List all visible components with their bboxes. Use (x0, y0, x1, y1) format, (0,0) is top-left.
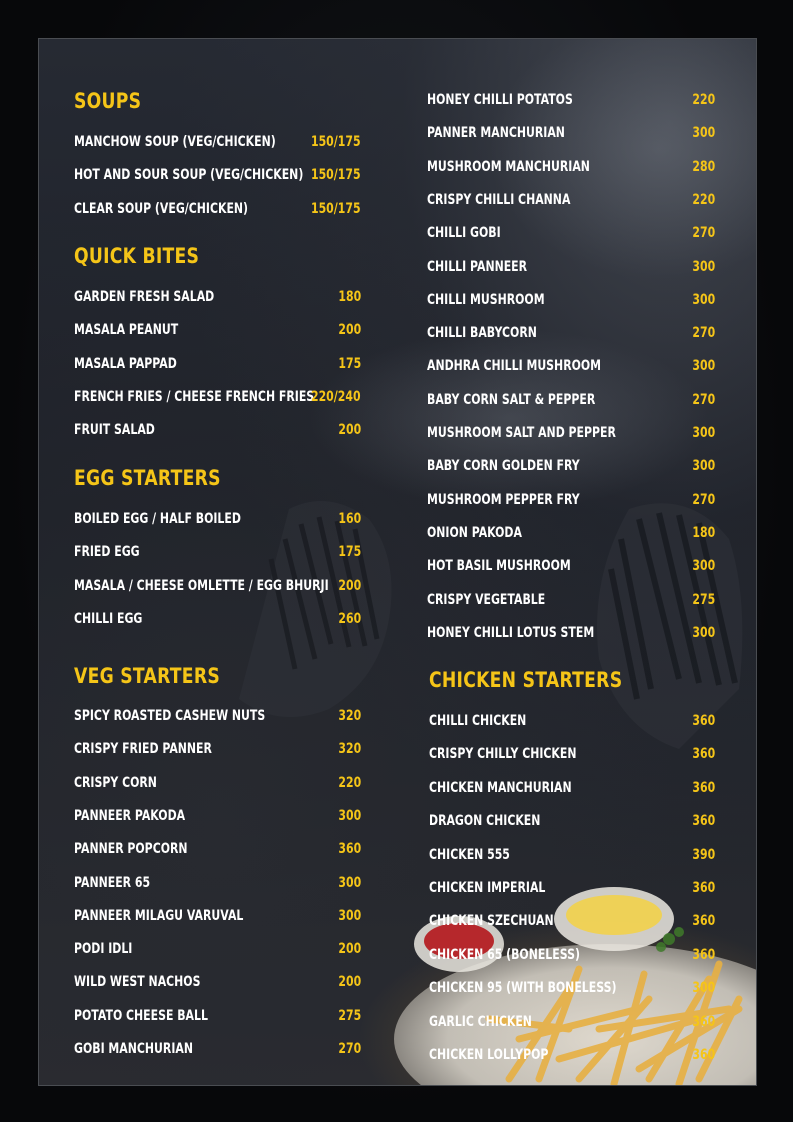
menu-item-price: 300 (692, 624, 715, 641)
menu-item-price: 320 (338, 708, 361, 724)
menu-item-price: 220 (692, 92, 715, 108)
menu-item (74, 706, 361, 726)
menu-item-name: DRAGON CHICKEN (429, 813, 541, 830)
menu-item-name: ONION PAKODA (427, 524, 522, 541)
menu-item-name: MUSHROOM SALT AND PEPPER (427, 425, 616, 441)
menu-item (429, 1012, 715, 1032)
menu-item-price: 200 (338, 577, 361, 594)
menu-item-name: CRISPY CORN (74, 774, 157, 791)
menu-item-name: CHICKEN 555 (429, 846, 510, 863)
menu-item (74, 972, 361, 992)
menu-item-name: POTATO CHEESE BALL (74, 1007, 208, 1024)
menu-item-price: 200 (338, 322, 361, 339)
menu-item-name: CHILLI EGG (74, 610, 143, 627)
menu-item (74, 1006, 361, 1026)
section-heading-soups: SOUPS (74, 89, 142, 113)
menu-item-price: 180 (692, 524, 715, 541)
menu-item-price: 150/175 (311, 134, 361, 150)
menu-item-price: 270 (692, 225, 715, 242)
menu-item-price: 360 (692, 779, 715, 796)
menu-item-price: 320 (338, 741, 361, 758)
menu-item-name: SPICY ROASTED CASHEW NUTS (74, 708, 266, 724)
menu-item (427, 356, 715, 376)
menu-item-price: 175 (338, 355, 361, 372)
menu-item-price: 275 (338, 1007, 361, 1024)
menu-item (427, 190, 715, 210)
menu-item-name: MANCHOW SOUP (VEG/CHICKEN) (74, 134, 276, 150)
menu-item-name: WILD WEST NACHOS (74, 974, 201, 991)
menu-item-name: CHICKEN 65 (BONELESS) (429, 946, 580, 963)
menu-item-price: 300 (692, 558, 715, 575)
menu-item (427, 623, 715, 643)
menu-item-name: ANDHRA CHILLI MUSHROOM (427, 358, 602, 375)
menu-item-price: 300 (692, 258, 715, 275)
menu-item-name: FRENCH FRIES / CHEESE FRENCH FRIES (74, 388, 315, 405)
menu-item-name: PANNEER PAKODA (74, 807, 186, 824)
menu-item-price: 360 (692, 946, 715, 963)
menu-item-name: CHILLI MUSHROOM (427, 291, 545, 308)
menu-item-name: CHICKEN LOLLYPOP (429, 1047, 549, 1063)
menu-item-name: MASALA PAPPAD (74, 355, 177, 372)
menu-item-name: CRISPY CHILLY CHICKEN (429, 746, 577, 763)
menu-item-price: 360 (692, 746, 715, 763)
section-heading-veg-starters: VEG STARTERS (74, 664, 220, 688)
menu-panel (38, 38, 757, 1086)
menu-item-price: 220/240 (311, 388, 361, 405)
menu-item-price: 300 (692, 358, 715, 375)
menu-item-price: 300 (338, 807, 361, 824)
menu-item-name: MUSHROOM PEPPER FRY (427, 491, 580, 508)
menu-item-name: HOT BASIL MUSHROOM (427, 558, 571, 575)
menu-item (74, 806, 361, 826)
menu-item-name: GARLIC CHICKEN (429, 1013, 532, 1030)
menu-item (429, 978, 715, 998)
menu-item-price: 270 (692, 325, 715, 342)
menu-item (427, 157, 715, 177)
menu-item-name: CRISPY FRIED PANNER (74, 741, 212, 758)
menu-item (427, 390, 715, 410)
menu-item-price: 280 (692, 158, 715, 175)
menu-item-name: MASALA / CHEESE OMLETTE / EGG BHURJI (74, 577, 329, 594)
menu-item-name: CHILLI GOBI (427, 225, 501, 242)
menu-item (74, 739, 361, 759)
menu-item (74, 939, 361, 959)
menu-item-price: 270 (692, 491, 715, 508)
menu-item-name: BABY CORN SALT & PEPPER (427, 391, 596, 408)
menu-item (427, 490, 715, 510)
menu-item (74, 509, 361, 529)
menu-item (429, 878, 715, 898)
menu-item-price: 390 (692, 846, 715, 863)
menu-item (429, 845, 715, 865)
menu-item-price: 300 (692, 425, 715, 441)
menu-item (74, 609, 361, 629)
menu-item-price: 360 (692, 1047, 715, 1063)
menu-item (74, 320, 361, 340)
menu-item-price: 200 (338, 974, 361, 991)
menu-item-price: 175 (338, 544, 361, 561)
menu-item-price: 360 (692, 813, 715, 830)
menu-item (74, 839, 361, 859)
menu-item-name: PODI IDLI (74, 941, 133, 958)
menu-item-price: 300 (692, 291, 715, 308)
menu-item (427, 290, 715, 310)
menu-item (427, 223, 715, 243)
menu-item-price: 300 (692, 980, 715, 997)
menu-item-name: FRUIT SALAD (74, 422, 155, 439)
menu-item-price: 180 (338, 289, 361, 305)
menu-item (427, 90, 715, 110)
menu-item-name: MUSHROOM MANCHURIAN (427, 158, 590, 175)
menu-item-price: 200 (338, 941, 361, 958)
menu-item-price: 300 (692, 125, 715, 142)
menu-item (74, 387, 361, 407)
menu-item (74, 199, 361, 219)
menu-item (427, 123, 715, 143)
menu-item (74, 576, 361, 596)
menu-item-price: 160 (338, 511, 361, 527)
menu-item-name: PANNEER 65 (74, 874, 151, 891)
menu-item-price: 200 (338, 422, 361, 439)
menu-item-name: PANNER MANCHURIAN (427, 125, 565, 142)
menu-item-name: CLEAR SOUP (VEG/CHICKEN) (74, 200, 249, 217)
menu-item-price: 150/175 (311, 200, 361, 217)
menu-item-name: CRISPY CHILLI CHANNA (427, 191, 571, 208)
menu-item-name: HONEY CHILLI LOTUS STEM (427, 624, 595, 641)
menu-item (74, 906, 361, 926)
menu-item (427, 456, 715, 476)
menu-item (429, 744, 715, 764)
menu-item-name: CHICKEN IMPERIAL (429, 880, 546, 896)
menu-item (429, 945, 715, 965)
menu-item-price: 150/175 (311, 167, 361, 184)
menu-item-price: 360 (692, 880, 715, 896)
menu-item (429, 1045, 715, 1065)
menu-item (74, 132, 361, 152)
menu-item-price: 300 (692, 458, 715, 475)
menu-item-name: BABY CORN GOLDEN FRY (427, 458, 580, 475)
menu-item-name: PANNER POPCORN (74, 841, 188, 858)
menu-item-name: CHICKEN 95 (WITH BONELESS) (429, 980, 617, 997)
menu-item (427, 523, 715, 543)
menu-item-price: 260 (338, 610, 361, 627)
menu-item (74, 542, 361, 562)
menu-item (427, 590, 715, 610)
menu-item-name: PANNEER MILAGU VARUVAL (74, 907, 244, 924)
menu-item-price: 220 (338, 774, 361, 791)
menu-item (74, 287, 361, 307)
menu-item-name: FRIED EGG (74, 544, 140, 561)
menu-item (429, 911, 715, 931)
menu-item (429, 811, 715, 831)
menu-item-name: CHILLI PANNEER (427, 258, 528, 275)
menu-item (74, 165, 361, 185)
menu-item (74, 1039, 361, 1059)
menu-item-name: HOT AND SOUR SOUP (VEG/CHICKEN) (74, 167, 304, 184)
section-heading-quick-bites: QUICK BITES (74, 244, 200, 268)
menu-item (74, 354, 361, 374)
menu-item-price: 360 (692, 713, 715, 729)
menu-item-price: 270 (338, 1041, 361, 1057)
menu-item-name: HONEY CHILLI POTATOS (427, 92, 573, 108)
section-heading-chicken-starters: CHICKEN STARTERS (429, 668, 623, 692)
menu-item-name: CHICKEN SZECHUAN (429, 913, 554, 930)
menu-item-name: BOILED EGG / HALF BOILED (74, 511, 241, 527)
menu-item-name: CHILLI CHICKEN (429, 713, 527, 729)
menu-item-price: 270 (692, 391, 715, 408)
menu-item-price: 300 (338, 874, 361, 891)
menu-item (427, 323, 715, 343)
menu-item (74, 420, 361, 440)
menu-item (74, 773, 361, 793)
menu-item-name: GOBI MANCHURIAN (74, 1041, 193, 1057)
menu-item-price: 360 (692, 1013, 715, 1030)
menu-item (429, 778, 715, 798)
menu-item (427, 423, 715, 443)
menu-item-name: GARDEN FRESH SALAD (74, 289, 215, 305)
menu-item-name: CHILLI BABYCORN (427, 325, 537, 342)
menu-item (429, 711, 715, 731)
menu-item-price: 360 (692, 913, 715, 930)
menu-item-name: CHICKEN MANCHURIAN (429, 779, 572, 796)
menu-item-name: MASALA PEANUT (74, 322, 179, 339)
menu-item-name: CRISPY VEGETABLE (427, 591, 546, 608)
menu-item-price: 300 (338, 907, 361, 924)
menu-item (427, 257, 715, 277)
menu-item (74, 873, 361, 893)
menu-item-price: 360 (338, 841, 361, 858)
menu-item-price: 220 (692, 191, 715, 208)
menu-item-price: 275 (692, 591, 715, 608)
menu-item (427, 556, 715, 576)
section-heading-egg-starters: EGG STARTERS (74, 466, 221, 490)
